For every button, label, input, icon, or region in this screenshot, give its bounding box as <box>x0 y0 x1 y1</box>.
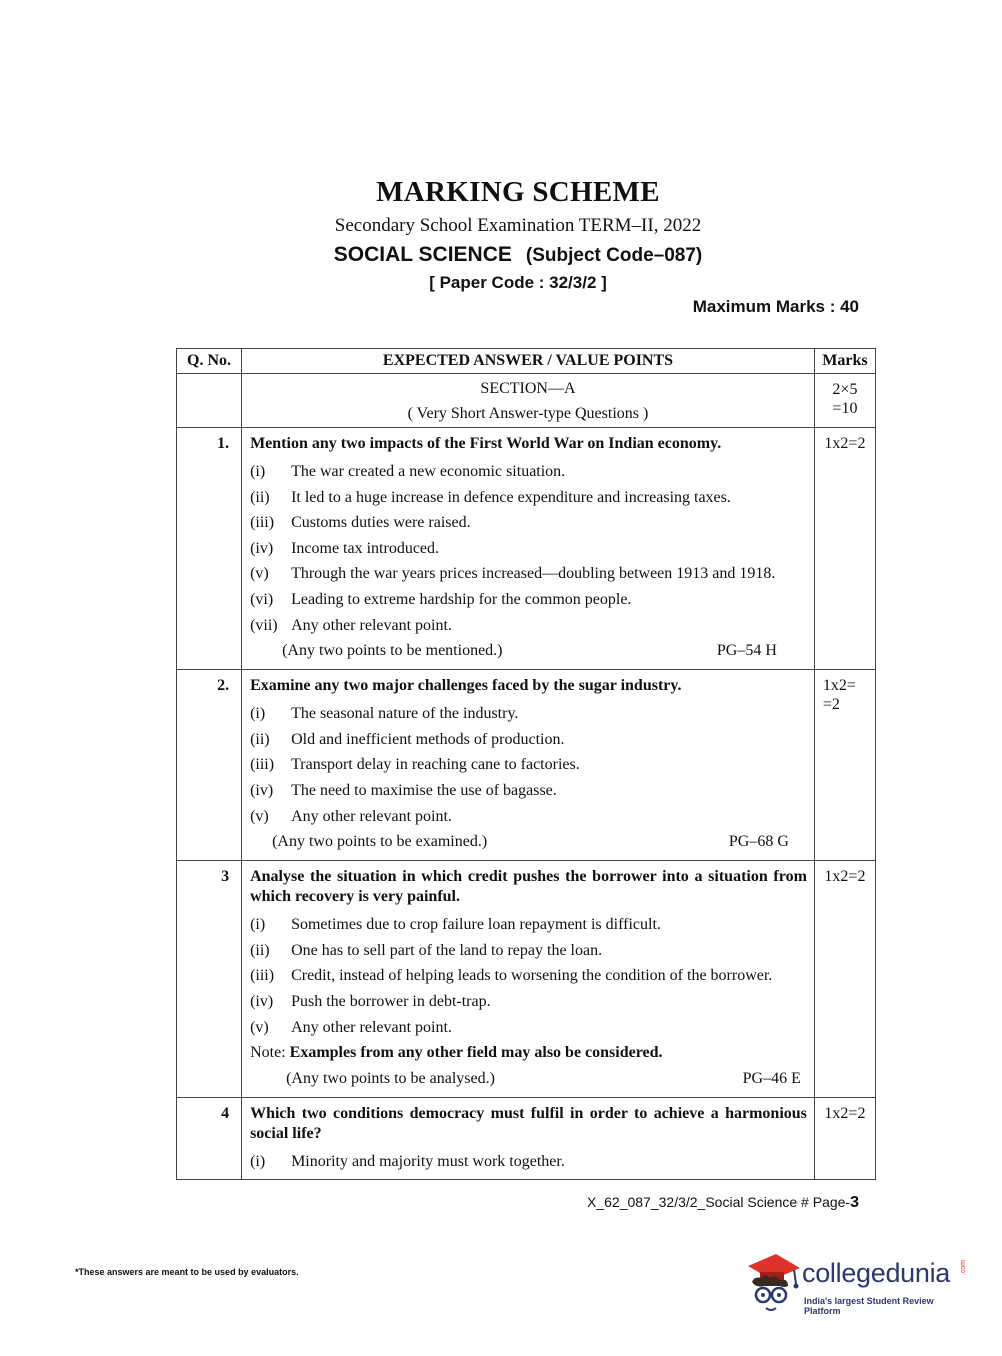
answer-footer <box>250 1066 807 1092</box>
question-number: 3 <box>177 861 242 1098</box>
section-row <box>177 374 876 428</box>
page-number: 3 <box>850 1194 859 1211</box>
section-subtitle: ( Very Short Answer-type Questions ) <box>407 405 649 422</box>
instruction-text: (Any two points to be examined.) <box>272 833 488 851</box>
answer-point: (ii) Old and inefficient methods of production. <box>250 730 565 748</box>
header-qno: Q. No. <box>177 349 242 374</box>
answer-point: (ii) It led to a huge increase in defence expenditure and increasing taxes. <box>250 488 731 506</box>
answer-point: (iii) Transport delay in reaching cane to factories. <box>250 756 580 774</box>
answer-point: (i) Minority and majority must work together. <box>250 1152 565 1170</box>
graduate-mascot-icon <box>742 1248 802 1318</box>
paper-code: [ Paper Code : 32/3/2 ] <box>429 273 607 292</box>
question-number: 4 <box>177 1097 242 1180</box>
answer-point: (i) The war created a new economic situation. <box>250 463 566 480</box>
instruction-text: (Any two points to be mentioned.) <box>282 642 503 660</box>
question-row <box>177 428 876 670</box>
page-footer-text: X_62_087_32/3/2_Social Science # Page- <box>587 1194 851 1210</box>
question-text: Examine any two major challenges faced by the sugar industry. <box>250 677 682 695</box>
exam-name: Secondary School Examination TERM–II, 2022 <box>334 215 702 236</box>
question-text: Mention any two impacts of the First World War on Indian economy. <box>250 435 722 452</box>
page-reference: PG–68 G <box>728 833 789 851</box>
answer-point: (v) Through the war years prices increased—doubling between 1913 and 1918. <box>250 565 776 583</box>
logo-tagline: India's largest Student Review Platform <box>804 1296 934 1316</box>
note-text: Examples from any other field may also be considered. <box>289 1044 663 1062</box>
question-number: 1. <box>177 428 242 670</box>
logo-superscript: .com <box>960 1260 967 1276</box>
answer-point: (iv) Push the borrower in debt-trap. <box>250 992 491 1010</box>
subject-line <box>34 243 1002 267</box>
answer-cell <box>242 670 815 861</box>
question-marks: 1x2= =2 <box>814 670 875 861</box>
question-text: Analyse the situation in which credit pushes the borrower into a situation from which recovery is very painful. <box>250 868 807 906</box>
marking-scheme-table <box>176 348 876 1180</box>
document-title: MARKING SCHEME <box>376 176 660 208</box>
answer-point: (vii) Any other relevant point. <box>250 616 452 634</box>
question-row <box>177 861 876 1098</box>
subject-code: (Subject Code–087) <box>525 245 703 266</box>
answer-point: (iii) Credit, instead of helping leads to worsening the condition of the borrower. <box>250 967 773 985</box>
instruction-text: (Any two points to be analysed.) <box>286 1069 495 1087</box>
page-reference: PG–46 E <box>742 1069 801 1087</box>
answer-footer <box>250 829 807 855</box>
answer-point: (i) The seasonal nature of the industry. <box>250 705 519 723</box>
note-line: Note: Examples from any other field may also be considered. <box>250 1044 663 1062</box>
collegedunia-logo <box>742 1248 972 1318</box>
section-marks: 2×5 =10 <box>814 374 875 428</box>
answer-cell <box>242 428 815 670</box>
answer-point: (v) Any other relevant point. <box>250 807 452 825</box>
answer-cell <box>242 1097 815 1180</box>
document-header <box>0 176 1002 293</box>
question-marks: 1x2=2 <box>814 861 875 1098</box>
page-reference: PG–54 H <box>716 642 777 660</box>
answer-point: (vi) Leading to extreme hardship for the common people. <box>250 590 632 608</box>
evaluator-disclaimer: *These answers are meant to be used by evaluators. <box>75 1267 299 1277</box>
answer-cell <box>242 861 815 1098</box>
question-number: 2. <box>177 670 242 861</box>
question-marks: 1x2=2 <box>814 1097 875 1180</box>
answer-point: (v) Any other relevant point. <box>250 1018 452 1036</box>
note-label: Note <box>250 1044 282 1062</box>
table-header-row <box>177 349 876 374</box>
answer-footer <box>250 638 807 664</box>
question-marks: 1x2=2 <box>814 428 875 670</box>
answer-point: (ii) One has to sell part of the land to repay the loan. <box>250 941 603 959</box>
header-answer: EXPECTED ANSWER / VALUE POINTS <box>242 349 815 374</box>
maximum-marks: Maximum Marks : 40 <box>692 297 859 316</box>
answer-point: (iv) The need to maximise the use of bagasse. <box>250 781 557 799</box>
question-row <box>177 1097 876 1180</box>
answer-point: (iv) Income tax introduced. <box>250 539 440 557</box>
section-name: SECTION—A <box>480 380 576 397</box>
page-footer <box>587 1194 859 1212</box>
logo-brand: collegedunia <box>802 1258 951 1288</box>
answer-point: (iii) Customs duties were raised. <box>250 514 471 532</box>
answer-point: (i) Sometimes due to crop failure loan repayment is difficult. <box>250 916 661 934</box>
question-row <box>177 670 876 861</box>
question-text: Which two conditions democracy must fulfil in order to achieve a harmonious social life? <box>250 1104 807 1142</box>
header-marks: Marks <box>814 349 875 374</box>
subject-name: SOCIAL SCIENCE <box>333 243 512 266</box>
